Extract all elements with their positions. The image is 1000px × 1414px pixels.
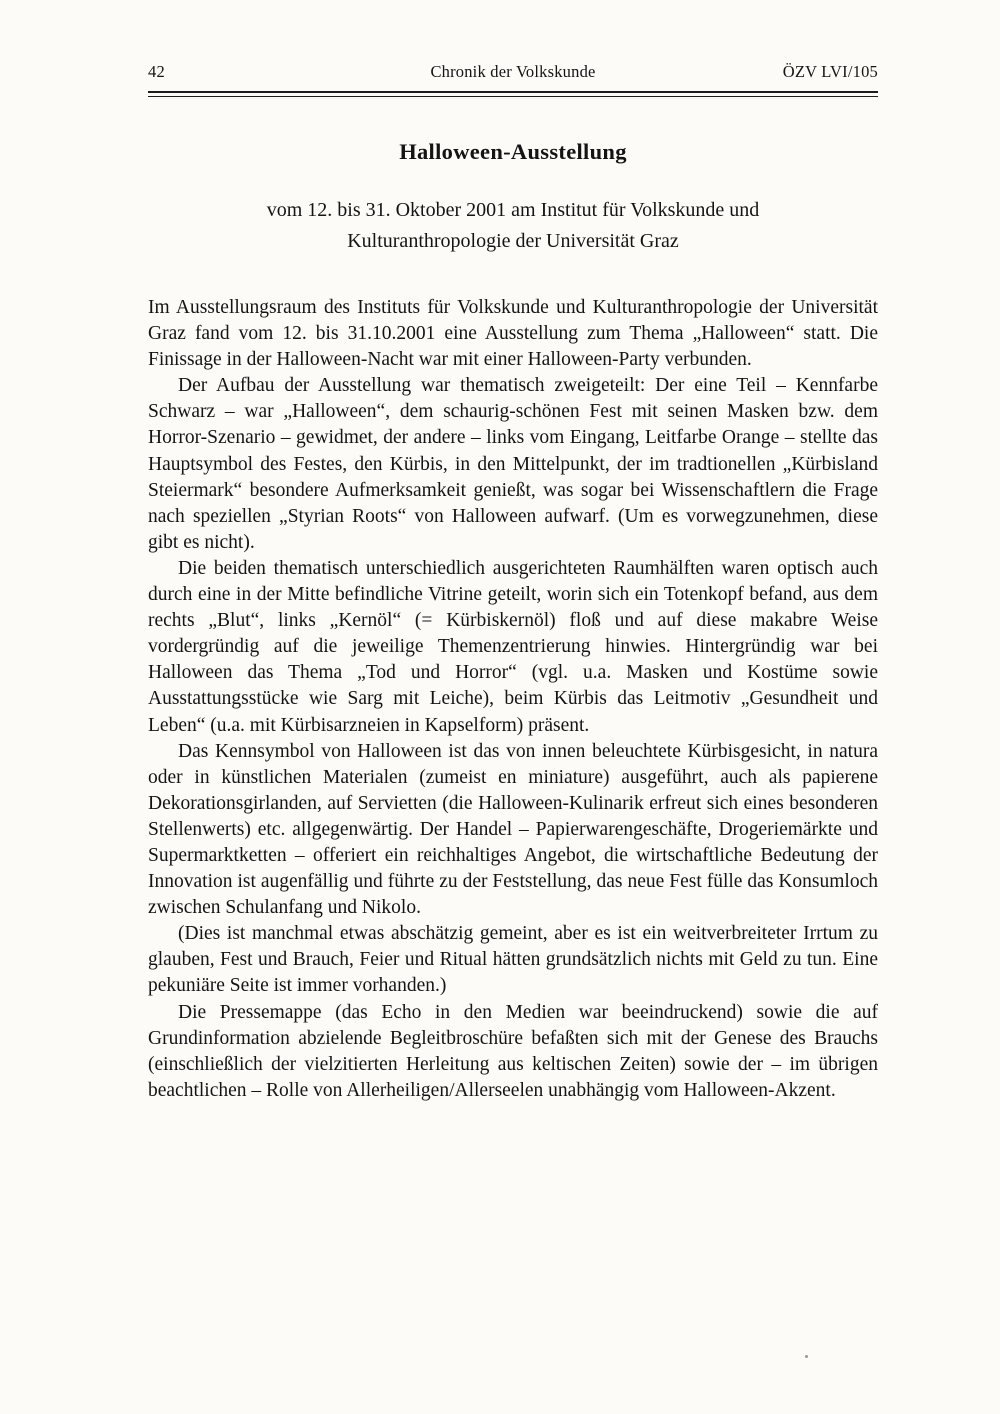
- article-body: [148, 295, 878, 1104]
- paragraph: Die Pressemappe (das Echo in den Medien war beeindruckend) sowie die auf Grundinformation abzielende Begleitbroschüre befaßten sich mit der Genese des Brauchs (einschließlich der vielzitierten Herleitung aus keltischen Zeiten) sowie der – im übrigen beachtlichen – Rolle von Allerheiligen/Allerseelen unabhängig vom Halloween-Akzent.: [148, 1001, 878, 1101]
- page-number: 42: [148, 62, 165, 81]
- paragraph: Das Kennsymbol von Halloween ist das von innen beleuchtete Kürbisgesicht, in natura oder in künstlichen Materialen (zumeist en miniature) ausgeführt, auch als papierene Dekorationsgirlanden, auf Servietten (die Halloween-Kulinarik erfreut sich eines besonderen Stellenwerts) etc. allgegenwärtig. Der Handel – Papierwarengeschäfte, Drogeriemärkte und Supermarktketten – offeriert ein reichhaltiges Angebot, die wirtschaftliche Bedeutung der Innovation ist augenfällig und führte zu der Feststellung, das neue Fest fülle das Konsumloch zwischen Schulanfang und Nikolo.: [148, 740, 878, 919]
- paragraph: Im Ausstellungsraum des Instituts für Volkskunde und Kulturanthropologie der Universität Graz fand vom 12. bis 31.10.2001 eine Ausstellung zum Thema „Halloween“ statt. Die Finissage in der Halloween-Nacht war mit einer Halloween-Party verbunden.: [148, 297, 878, 371]
- header-double-rule: [148, 91, 878, 97]
- paragraph: Der Aufbau der Ausstellung war thematisch zweigeteilt: Der eine Teil – Kennfarbe Schwarz – war „Halloween“, dem schaurig-schönen Fest mit seinen Masken bzw. dem Horror-Szenario – gewidmet, der andere – links vom Eingang, Leitfarbe Orange – stellte das Hauptsymbol des Festes, den Kürbis, in den Mittelpunkt, der im tradtionellen „Kürbisland Steiermark“ besondere Aufmerksamkeit genießt, was sogar bei Wissenschaftlern die Frage nach speziellen „Styrian Roots“ von Halloween aufwarf. (Um es vorwegzunehmen, diese gibt es nicht).: [148, 375, 878, 553]
- paragraph: (Dies ist manchmal etwas abschätzig gemeint, aber es ist ein weitverbreiteter Irrtum zu glauben, Fest und Brauch, Feier und Ritual hätten grundsätzlich nichts mit Geld zu tun. Eine pekuniäre Seite ist immer vorhanden.): [148, 923, 878, 997]
- paragraph: Die beiden thematisch unterschiedlich ausgerichteten Raumhälften waren optisch auch durch eine in der Mitte befindliche Vitrine geteilt, worin sich ein Totenkopf befand, aus dem rechts „Blut“, links „Kernöl“ (= Kürbiskernöl) floß und auf diese makabre Weise vordergründig auf die jeweilige Themenzentrierung hinwies. Hintergründig war bei Halloween das Thema „Tod und Horror“ (vgl. u.a. Masken und Kostüme sowie Ausstattungsstücke wie Sarg mit Leiche), beim Kürbis das Leitmotiv „Gesundheit und Leben“ (u.a. mit Kürbisarzneien in Kapselform) präsent.: [148, 557, 878, 736]
- running-head: [148, 62, 878, 97]
- page-content: [148, 62, 878, 1104]
- issue-label: ÖZV LVI/105: [782, 62, 878, 81]
- article-title: Halloween-Ausstellung: [399, 139, 627, 164]
- scan-artifact: [805, 1355, 808, 1358]
- running-title: Chronik der Volkskunde: [430, 62, 596, 81]
- article-subtitle: vom 12. bis 31. Oktober 2001 am Institut für Volkskunde und Kulturanthropologie der Universität Graz: [266, 199, 760, 252]
